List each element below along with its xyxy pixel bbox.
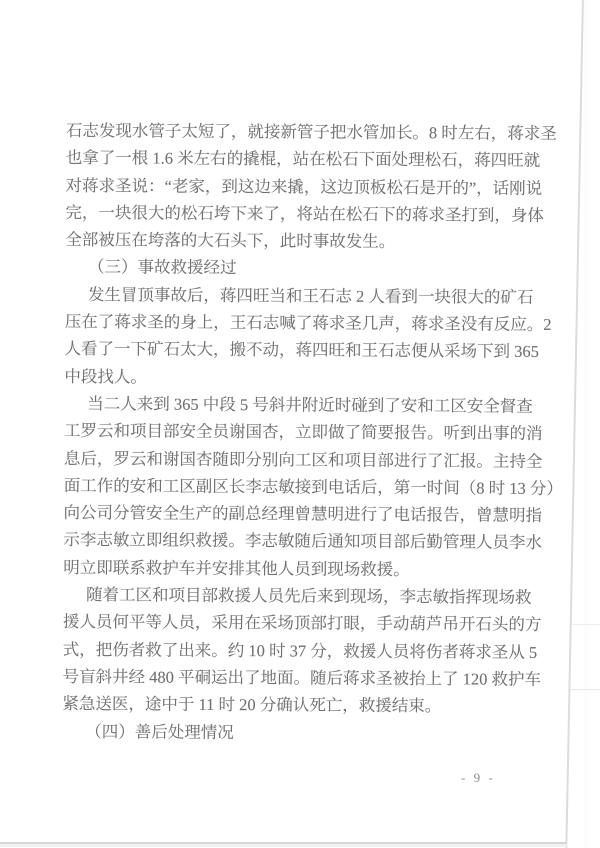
document-line: 式，把伤者救了出来。约 10 时 37 分，救援人员将伤者蒋求圣从 5	[62, 639, 538, 662]
section-heading: （三）事故救援经过	[88, 257, 237, 278]
document-line: 石志发现水管子太短了，就接新管子把水管加长。8 时左右，蒋求圣	[65, 120, 557, 143]
document-line: 工罗云和项目部安全员谢国杏，立即做了简要报告。听到出事的消	[64, 421, 543, 444]
document-line: 对蒋求圣说：“老家，到这边来撬，这边顶板松石是开的”，话刚说	[65, 175, 543, 198]
document-line: 当二人来到 365 中段 5 号斜井附近时碰到了安和工区安全督查	[87, 394, 533, 416]
underlying-page-edge-bottom	[570, 689, 600, 690]
document-line: 中段找人。	[64, 366, 147, 387]
document-line: 援人员何平等人员，采用在采场顶部打眼，手动葫芦吊开石头的方	[62, 612, 542, 635]
document-line: 面工作的安和工区副区长李志敏接到电话后，第一时间（8 时 13 分）	[63, 475, 563, 498]
document-line: 全部被压在垮落的大石头下，此时事故发生。	[65, 230, 396, 252]
page-edge-right	[565, 0, 583, 848]
document-line: 压在了蒋求圣的身上，王石志喊了蒋求圣几声，蒋求圣没有反应。2	[64, 312, 552, 335]
document-line: 号盲斜井经 480 平硐运出了地面。随后蒋求圣被抬上了 120 救护车	[62, 666, 542, 689]
section-heading: （四）善后处理情况	[85, 721, 234, 742]
document-line: 紧急送医，途中于 11 时 20 分确认死亡，救援结束。	[62, 694, 442, 716]
page-number: - 9 -	[461, 770, 496, 785]
document-line: 息后，罗云和谢国杏随即分别向工区和项目部进行了汇报。主持全	[63, 448, 543, 471]
page-edge-bottom-shade	[0, 844, 567, 847]
document-line: 示李志敏立即组织救援。李志敏随后通知项目部后勤管理人员李水	[63, 530, 542, 553]
document-line: 完，一块很大的松石垮下来了，将站在松石下的蒋求圣打到，身体	[65, 202, 544, 225]
page-body-text	[62, 117, 563, 748]
document-line: 随着工区和项目部救援人员先后来到现场，李志敏指挥现场救	[86, 585, 532, 607]
scan-right-shade	[584, 0, 600, 848]
underlying-page-edge-top	[571, 624, 600, 625]
document-line: 向公司分管安全生产的副总经理曾慧明进行了电话报告，曾慧明指	[63, 503, 543, 526]
document-line: 也拿了一根 1.6 米左右的撬棍，站在松石下面处理松石，蒋四旺就	[65, 148, 541, 171]
document-line: 明立即联系救护车并安排其他人员到现场救援。	[63, 557, 410, 579]
document-line: 人看了一下矿石太大，搬不动，蒋四旺和王石志便从采场下到 365	[64, 339, 540, 362]
document-line: 发生冒顶事故后，蒋四旺当和王石志 2 人看到一块很大的矿石	[87, 284, 534, 307]
